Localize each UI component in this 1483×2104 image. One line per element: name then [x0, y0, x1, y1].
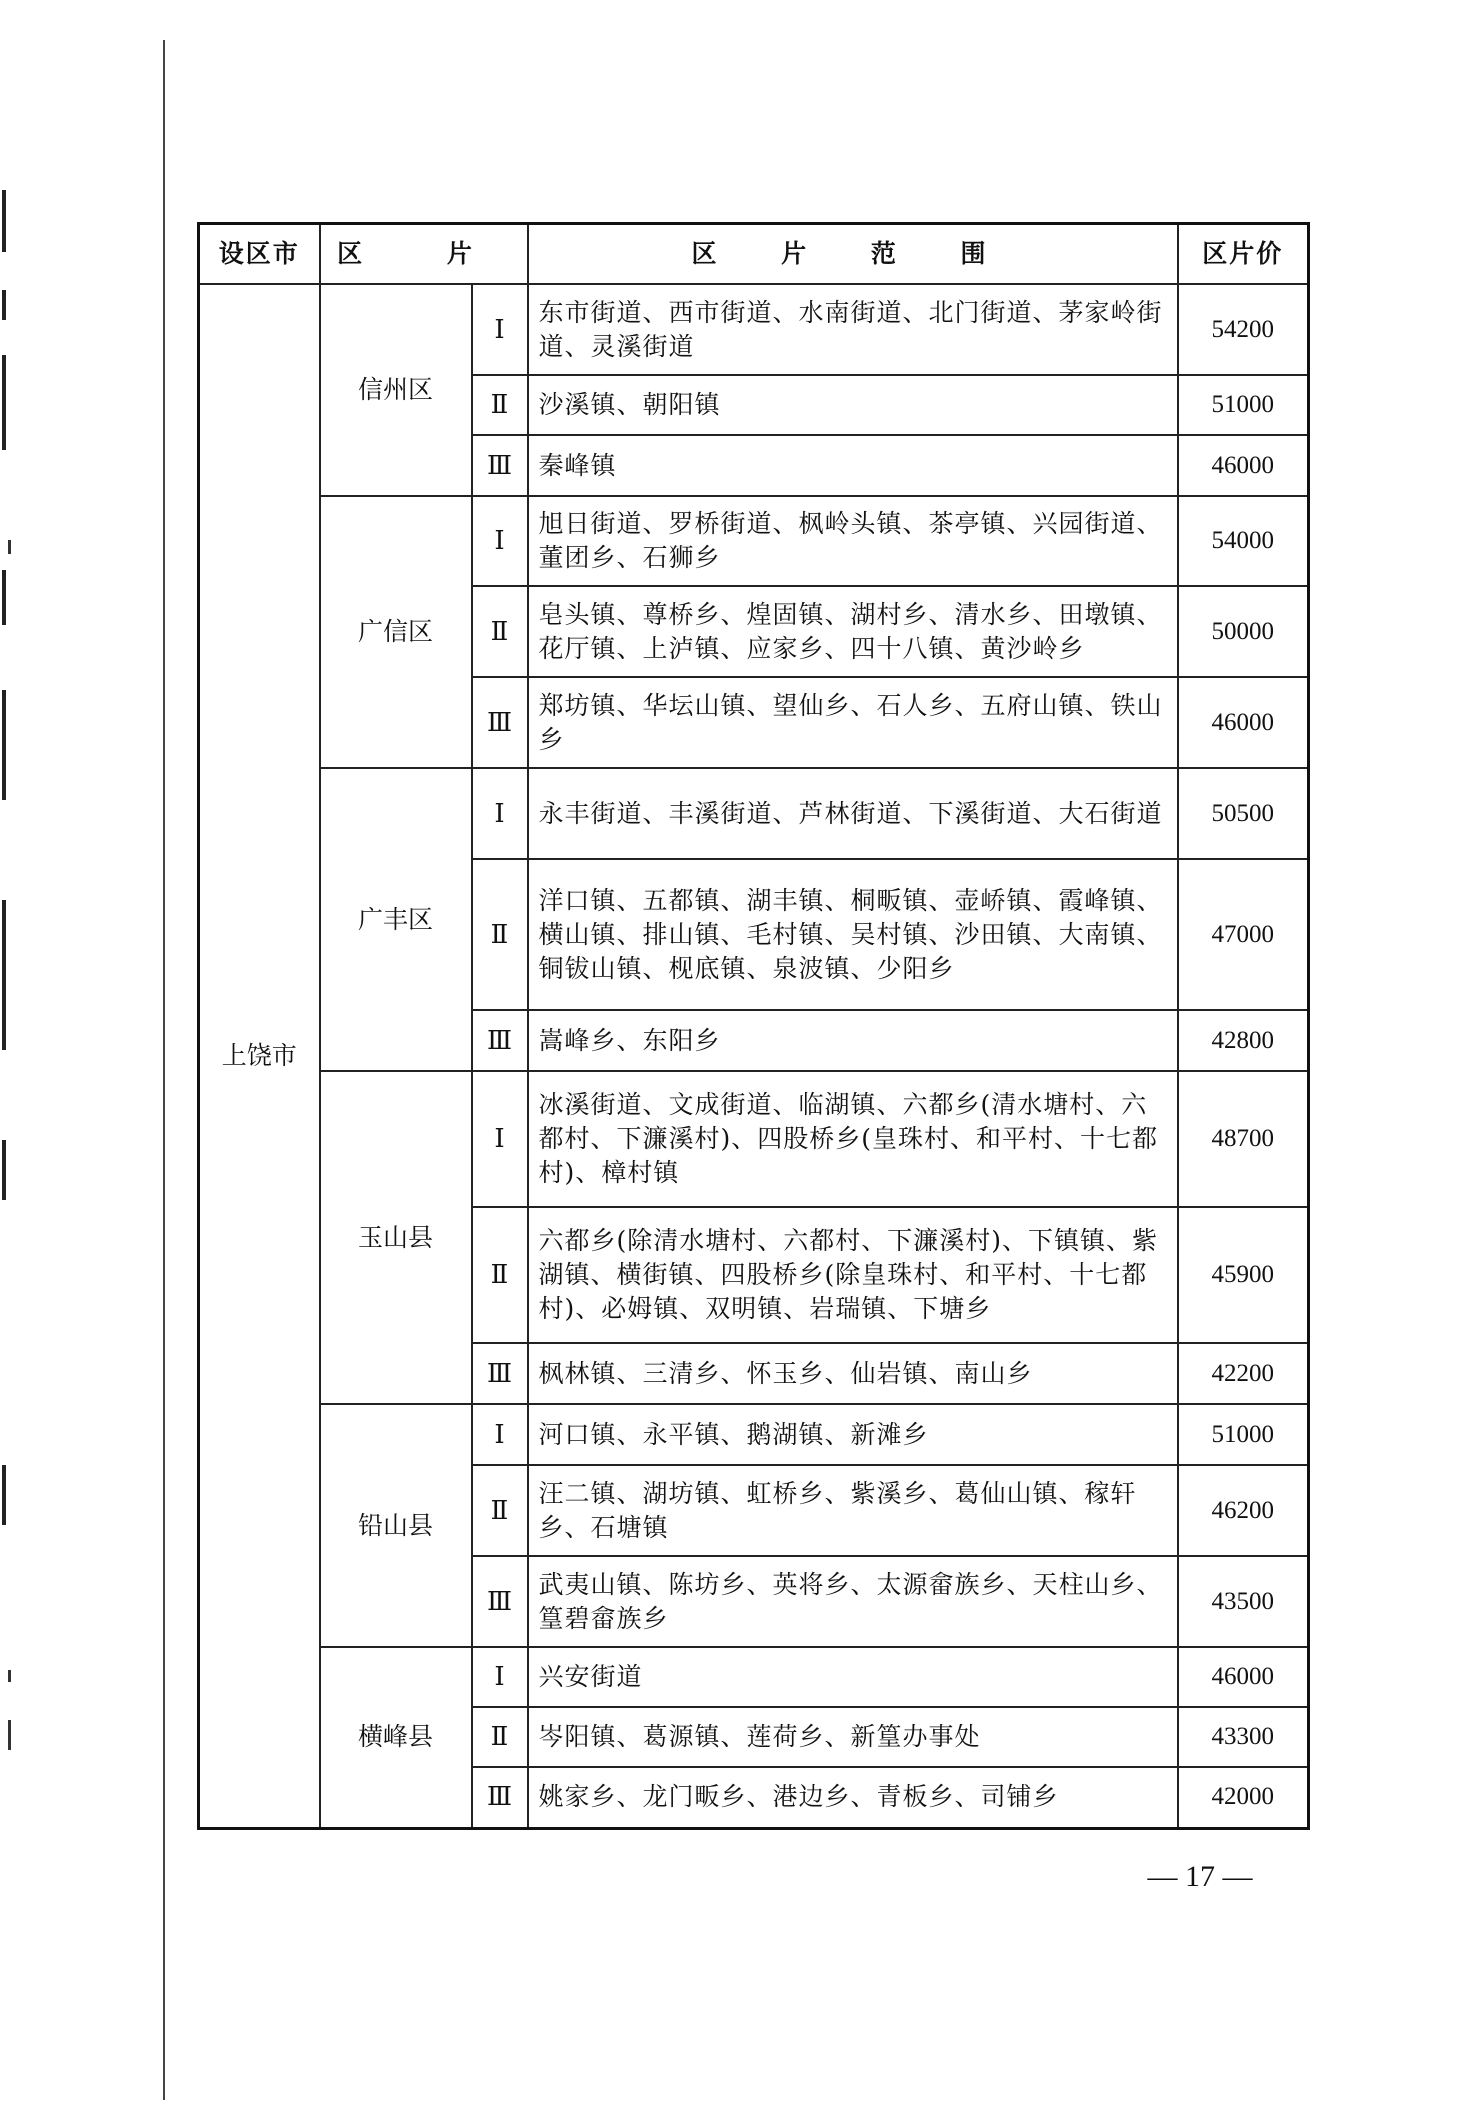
grade-cell: Ⅰ — [472, 496, 528, 586]
margin-dot — [8, 540, 11, 554]
price-cell: 42000 — [1178, 1767, 1309, 1828]
scope-cell: 郑坊镇、华坛山镇、望仙乡、石人乡、五府山镇、铁山乡 — [528, 677, 1178, 768]
grade-cell: Ⅱ — [472, 1707, 528, 1767]
district-cell: 横峰县 — [320, 1647, 472, 1828]
grade-cell: Ⅲ — [472, 435, 528, 496]
scope-cell: 冰溪街道、文成街道、临湖镇、六都乡(清水塘村、六都村、下濂溪村)、四股桥乡(皇珠村、和平村、十七都村)、樟村镇 — [528, 1071, 1178, 1207]
price-cell: 48700 — [1178, 1071, 1309, 1207]
grade-cell: Ⅰ — [472, 284, 528, 375]
price-cell: 43500 — [1178, 1556, 1309, 1647]
grade-cell: Ⅰ — [472, 768, 528, 859]
price-cell: 50000 — [1178, 586, 1309, 677]
table-row — [199, 284, 1309, 375]
grade-cell: Ⅱ — [472, 1465, 528, 1556]
scope-cell: 兴安街道 — [528, 1647, 1178, 1707]
header-scope: 区 片 范 围 — [528, 224, 1178, 285]
price-cell: 46200 — [1178, 1465, 1309, 1556]
price-cell: 42200 — [1178, 1343, 1309, 1404]
district-cell: 广信区 — [320, 496, 472, 768]
price-cell: 54000 — [1178, 496, 1309, 586]
table-row — [199, 1647, 1309, 1707]
scope-cell: 东市街道、西市街道、水南街道、北门街道、茅家岭街道、灵溪街道 — [528, 284, 1178, 375]
price-cell: 51000 — [1178, 375, 1309, 435]
margin-mark — [2, 1465, 6, 1525]
scope-cell: 永丰街道、丰溪街道、芦林街道、下溪街道、大石街道 — [528, 768, 1178, 859]
price-cell: 50500 — [1178, 768, 1309, 859]
margin-mark — [2, 1140, 6, 1200]
price-cell: 46000 — [1178, 1647, 1309, 1707]
district-cell: 广丰区 — [320, 768, 472, 1071]
grade-cell: Ⅲ — [472, 1767, 528, 1828]
scope-cell: 岑阳镇、葛源镇、莲荷乡、新篁办事处 — [528, 1707, 1178, 1767]
scope-cell: 沙溪镇、朝阳镇 — [528, 375, 1178, 435]
price-cell: 47000 — [1178, 859, 1309, 1010]
header-city: 设区市 — [199, 224, 320, 285]
binding-line — [163, 40, 165, 2100]
grade-cell: Ⅲ — [472, 677, 528, 768]
grade-cell: Ⅱ — [472, 375, 528, 435]
grade-cell: Ⅱ — [472, 859, 528, 1010]
price-cell: 42800 — [1178, 1010, 1309, 1071]
grade-cell: Ⅲ — [472, 1343, 528, 1404]
scope-cell: 武夷山镇、陈坊乡、英将乡、太源畲族乡、天柱山乡、篁碧畲族乡 — [528, 1556, 1178, 1647]
district-cell: 信州区 — [320, 284, 472, 496]
price-cell: 45900 — [1178, 1207, 1309, 1343]
scope-cell: 枫林镇、三清乡、怀玉乡、仙岩镇、南山乡 — [528, 1343, 1178, 1404]
grade-cell: Ⅱ — [472, 1207, 528, 1343]
margin-dot — [8, 1670, 11, 1682]
grade-cell: Ⅰ — [472, 1071, 528, 1207]
margin-mark — [2, 355, 6, 450]
table-row — [199, 1071, 1309, 1207]
price-cell: 54200 — [1178, 284, 1309, 375]
scope-cell: 皂头镇、尊桥乡、煌固镇、湖村乡、清水乡、田墩镇、花厅镇、上泸镇、应家乡、四十八镇、黄沙岭乡 — [528, 586, 1178, 677]
scope-cell: 秦峰镇 — [528, 435, 1178, 496]
grade-cell: Ⅱ — [472, 586, 528, 677]
margin-mark — [2, 570, 6, 625]
district-cell: 铅山县 — [320, 1404, 472, 1647]
scope-cell: 嵩峰乡、东阳乡 — [528, 1010, 1178, 1071]
scope-cell: 河口镇、永平镇、鹅湖镇、新滩乡 — [528, 1404, 1178, 1465]
table-row — [199, 496, 1309, 586]
scope-cell: 旭日街道、罗桥街道、枫岭头镇、茶亭镇、兴园街道、董团乡、石狮乡 — [528, 496, 1178, 586]
page-number: — 17 — — [1147, 1860, 1253, 1893]
header-row — [199, 224, 1309, 285]
header-district: 区 片 — [320, 224, 528, 285]
table-row — [199, 1404, 1309, 1465]
margin-mark — [2, 900, 6, 1050]
grade-cell: Ⅰ — [472, 1404, 528, 1465]
table-row — [199, 768, 1309, 859]
price-cell: 43300 — [1178, 1707, 1309, 1767]
price-cell: 46000 — [1178, 677, 1309, 768]
scope-cell: 汪二镇、湖坊镇、虹桥乡、紫溪乡、葛仙山镇、稼轩乡、石塘镇 — [528, 1465, 1178, 1556]
land-price-table — [197, 222, 1310, 1830]
scope-cell: 姚家乡、龙门畈乡、港边乡、青板乡、司铺乡 — [528, 1767, 1178, 1828]
price-cell: 51000 — [1178, 1404, 1309, 1465]
margin-mark — [2, 190, 6, 252]
city-cell: 上饶市 — [199, 284, 320, 1828]
header-price: 区片价 — [1178, 224, 1309, 285]
scope-cell: 洋口镇、五都镇、湖丰镇、桐畈镇、壶峤镇、霞峰镇、横山镇、排山镇、毛村镇、吴村镇、沙田镇、大南镇、铜钹山镇、枧底镇、泉波镇、少阳乡 — [528, 859, 1178, 1010]
price-cell: 46000 — [1178, 435, 1309, 496]
margin-mark — [2, 290, 6, 320]
margin-mark — [2, 690, 6, 800]
grade-cell: Ⅲ — [472, 1556, 528, 1647]
scope-cell: 六都乡(除清水塘村、六都村、下濂溪村)、下镇镇、紫湖镇、横街镇、四股桥乡(除皇珠村、和平村、十七都村)、必姆镇、双明镇、岩瑞镇、下塘乡 — [528, 1207, 1178, 1343]
grade-cell: Ⅲ — [472, 1010, 528, 1071]
grade-cell: Ⅰ — [472, 1647, 528, 1707]
district-cell: 玉山县 — [320, 1071, 472, 1404]
margin-dot — [8, 1720, 11, 1750]
